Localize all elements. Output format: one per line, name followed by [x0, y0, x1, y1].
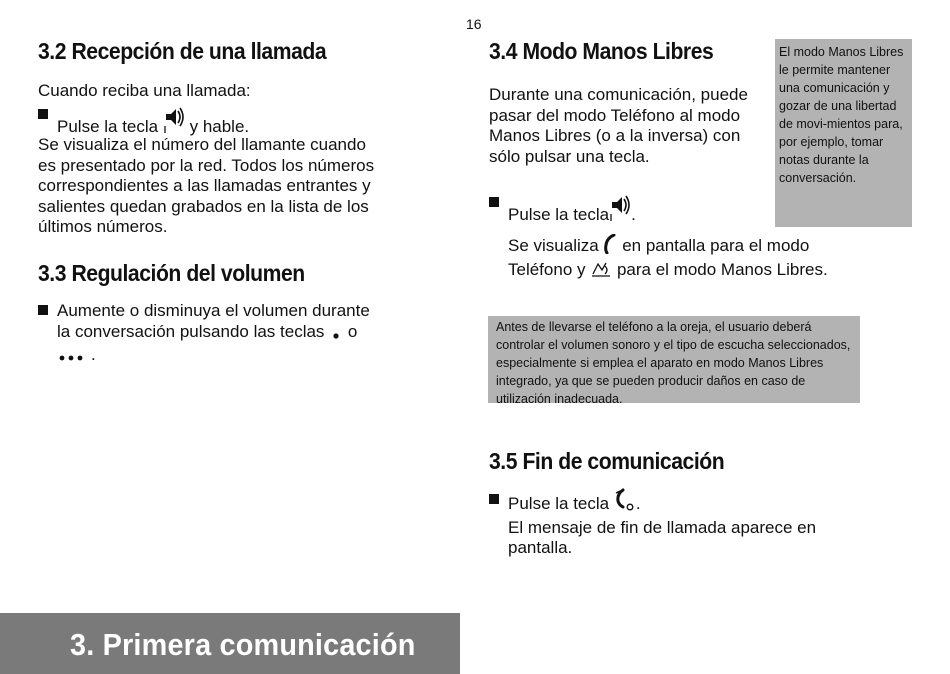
side-note-text: El modo Manos Libres le permite mantener una comunicación y gozar de una libertad de movi-mientos para, por ejemplo, tomar notas durante la conversación.: [779, 45, 904, 185]
s34-bullet-text: Pulse la tecla: [508, 205, 610, 224]
end-call-key-icon: [614, 488, 636, 518]
s34-display-text-b: en pantalla para el modo Teléfono y: [508, 236, 810, 279]
section-3-3-title: 3.3 Regulación del volumen: [38, 260, 305, 286]
bullet-square: [38, 305, 48, 315]
s34-display-text-c: para el modo Manos Libres.: [616, 259, 828, 279]
page-number: 16: [466, 16, 482, 32]
bullet-square: [489, 197, 499, 207]
volume-up-key-icon: [329, 325, 343, 346]
s33-bullet: [38, 301, 383, 369]
s32-bullet-text-end: y hable.: [189, 117, 250, 136]
s32-bullet-text: Pulse la tecla: [57, 117, 159, 136]
s34-bullet: [489, 193, 839, 229]
volume-down-key-icon: [57, 348, 91, 369]
warning-note-box: [488, 316, 860, 406]
s35-bullet: [489, 488, 839, 559]
s35-bullet-text: Pulse la tecla: [508, 494, 610, 513]
warning-note-text: Antes de llevarse el teléfono a la oreja, el usuario deberá controlar el volumen sonoro y el tipo de escucha seleccionados, especialmente si emplea el aparato en modo Manos Libres integrado, ya que se pueden producir daños en caso de utilización inadecuada.: [496, 320, 851, 406]
s34-display-text-a: Se visualiza: [508, 236, 599, 255]
s34-bullet-end: .: [631, 205, 636, 224]
chapter-footer-bar: [0, 613, 460, 674]
s33-bullet-text: Aumente o disminuya el volumen durante la conversación pulsando las teclas: [57, 301, 370, 341]
section-3-4-title: 3.4 Modo Manos Libres: [489, 38, 714, 64]
s35-bullet-end: .: [635, 494, 641, 513]
s35-paragraph: El mensaje de fin de llamada aparece en pantalla.: [508, 517, 817, 557]
s33-bullet-end: .: [91, 345, 96, 364]
handsfree-mode-icon: [590, 260, 612, 284]
s34-display-info: [508, 234, 828, 283]
section-3-5-title: 3.5 Fin de comunicación: [489, 448, 725, 474]
s32-intro: Cuando reciba una llamada:: [38, 81, 251, 100]
bullet-square: [38, 109, 48, 119]
bullet-square: [489, 494, 499, 504]
section-3-2-title: 3.2 Recepción de una llamada: [38, 38, 327, 64]
chapter-title: 3. Primera comunicación: [70, 627, 416, 662]
s33-bullet-or: o: [347, 321, 358, 341]
s32-paragraph: Se visualiza el número del llamante cuando es presentado por la red. Todos los números correspondientes a las llamadas entrantes y salientes quedan grabados en la lista de los últimos números.: [38, 135, 375, 236]
s34-paragraph: Durante una comunicación, puede pasar del modo Teléfono al modo Manos Libres (o a la inversa) con sólo pulsar una tecla.: [489, 85, 748, 166]
handsfree-speaker-key-icon: [609, 193, 631, 229]
handset-icon: [603, 234, 617, 260]
